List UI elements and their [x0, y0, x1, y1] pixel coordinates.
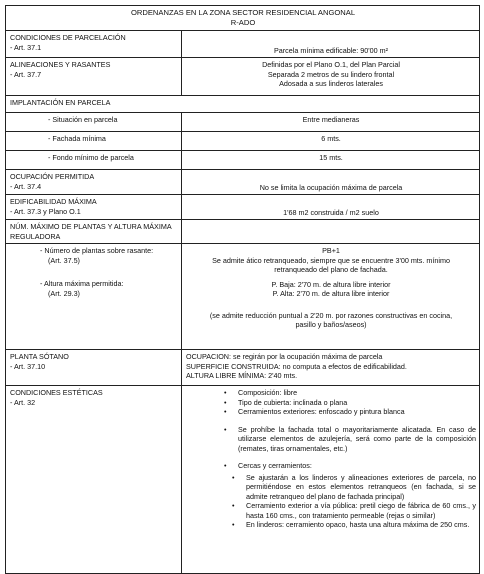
parcelacion-value: Parcela mínima edificable: 90'00 m² — [273, 45, 389, 55]
fachada-label: - Fachada mínima — [48, 134, 106, 144]
esteticas-list-3 — [186, 461, 476, 471]
plantas-label-line-1: NÚM. MÁXIMO DE PLANTAS Y ALTURA MÁXIMA — [10, 222, 172, 232]
row-sotano — [6, 350, 480, 386]
ocupacion-value: No se limita la ocupación máxima de parcela — [259, 182, 403, 192]
list-item: • Cercas y cerramientos: — [238, 461, 476, 471]
row-fachada — [6, 132, 480, 151]
alineaciones-line: Adosada a sus linderos laterales — [279, 79, 383, 89]
situacion-value: Entre medianeras — [302, 115, 360, 125]
esteticas-sub-list — [186, 473, 476, 530]
sotano-label: PLANTA SÓTANO — [10, 352, 69, 362]
row-edificabilidad — [6, 195, 480, 220]
row-fondo — [6, 151, 480, 170]
list-item: • Se prohíbe la fachada total o mayoritariamente alicatada. En caso de utilizarse elementos de azulejería, será como parte de la composición (remates, tiras ornamentales, etc.) — [238, 425, 476, 454]
table-title — [6, 6, 480, 31]
alineaciones-line: Separada 2 metros de su lindero frontal — [267, 69, 395, 79]
row-ocupacion — [6, 170, 480, 195]
list-item: • Cerramientos exteriores: enfoscado y pintura blanca — [238, 407, 476, 417]
row-alineaciones — [6, 58, 480, 96]
num-plantas-note: Se admite ático retranqueado, siempre que se encuentre 3'00 mts. mínimo — [212, 255, 450, 265]
parcelacion-art: - Art. 37.1 — [10, 42, 42, 52]
sotano-line: ALTURA LIBRE MÍNIMA: 2'40 mts. — [186, 371, 298, 381]
fachada-value: 6 mts. — [321, 134, 341, 144]
list-item: • Tipo de cubierta: inclinada o plana — [238, 398, 476, 408]
altura-alta-value: P. Alta: 2'70 m. de altura libre interior — [272, 289, 390, 299]
fondo-value: 15 mts. — [319, 153, 343, 163]
row-implantacion — [6, 96, 480, 113]
alineaciones-label: ALINEACIONES Y RASANTES — [10, 60, 111, 70]
altura-art: (Art. 29.3) — [48, 288, 80, 298]
esteticas-label: CONDICIONES ESTÉTICAS — [10, 388, 103, 398]
title-row — [6, 6, 480, 31]
ordinance-table — [5, 5, 480, 574]
sotano-line: SUPERFICIE CONSTRUIDA: no computa a efectos de edificabilidad. — [186, 361, 407, 371]
esteticas-list-2 — [186, 425, 476, 454]
list-item: • Se ajustarán a los linderos y alineaciones exteriores de parcela, no permitiéndose en estos elementos retranqueos (en fachada, si se admite retranqueo del plano de fachada principal) — [246, 473, 476, 502]
esteticas-art: - Art. 32 — [10, 397, 36, 407]
esteticas-list-1 — [186, 388, 476, 417]
edificabilidad-value: 1'68 m2 construida / m2 suelo — [283, 207, 379, 217]
altura-note: (se admite reducción puntual a 2'20 m. por razones constructivas en cocina, — [209, 310, 453, 320]
parcelacion-label: CONDICIONES DE PARCELACIÓN — [10, 33, 126, 43]
edificabilidad-label: EDIFICABILIDAD MÁXIMA — [10, 197, 97, 207]
row-situacion — [6, 113, 480, 132]
row-plantas-header — [6, 220, 480, 244]
ocupacion-art: - Art. 37.4 — [10, 181, 42, 191]
row-parcelacion — [6, 31, 480, 58]
alineaciones-line: Definidas por el Plano O.1, del Plan Parcial — [262, 60, 400, 70]
situacion-label: - Situación en parcela — [48, 115, 118, 125]
title-line-1: ORDENANZAS EN LA ZONA SECTOR RESIDENCIAL ANGONAL — [130, 8, 356, 17]
num-plantas-label: - Número de plantas sobre rasante: — [40, 246, 154, 256]
altura-label: - Altura máxima permitida: — [40, 279, 124, 289]
row-esteticas — [6, 386, 480, 574]
plantas-label-line-2: REGULADORA — [10, 231, 61, 241]
num-plantas-art: (Art. 37.5) — [48, 255, 80, 265]
sotano-art: - Art. 37.10 — [10, 361, 46, 371]
altura-baja-value: P. Baja: 2'70 m. de altura libre interior — [271, 279, 391, 289]
implantacion-label: IMPLANTACIÓN EN PARCELA — [10, 98, 111, 108]
list-item: • Cerramiento exterior a vía pública: pretil ciego de fábrica de 60 cms., y hasta 160 cms., con tratamiento permeable (rejas o similar) — [246, 501, 476, 520]
sotano-line: OCUPACION: se regirán por la ocupación máxima de parcela — [186, 352, 383, 362]
edificabilidad-art: - Art. 37.3 y Plano O.1 — [10, 206, 81, 216]
altura-note: pasillo y baños/aseos) — [295, 320, 367, 330]
list-item: • En linderos: cerramiento opaco, hasta una altura máxima de 250 cms. — [246, 520, 476, 530]
row-plantas-detail — [6, 244, 480, 350]
title-line-2: R-ADO — [230, 18, 256, 28]
alineaciones-art: - Art. 37.7 — [10, 69, 42, 79]
num-plantas-note: retranqueado del plano de fachada. — [274, 265, 388, 275]
list-item: • Composición: libre — [238, 388, 476, 398]
fondo-label: - Fondo mínimo de parcela — [48, 153, 134, 163]
num-plantas-value: PB+1 — [322, 246, 340, 256]
ocupacion-label: OCUPACIÓN PERMITIDA — [10, 172, 95, 182]
